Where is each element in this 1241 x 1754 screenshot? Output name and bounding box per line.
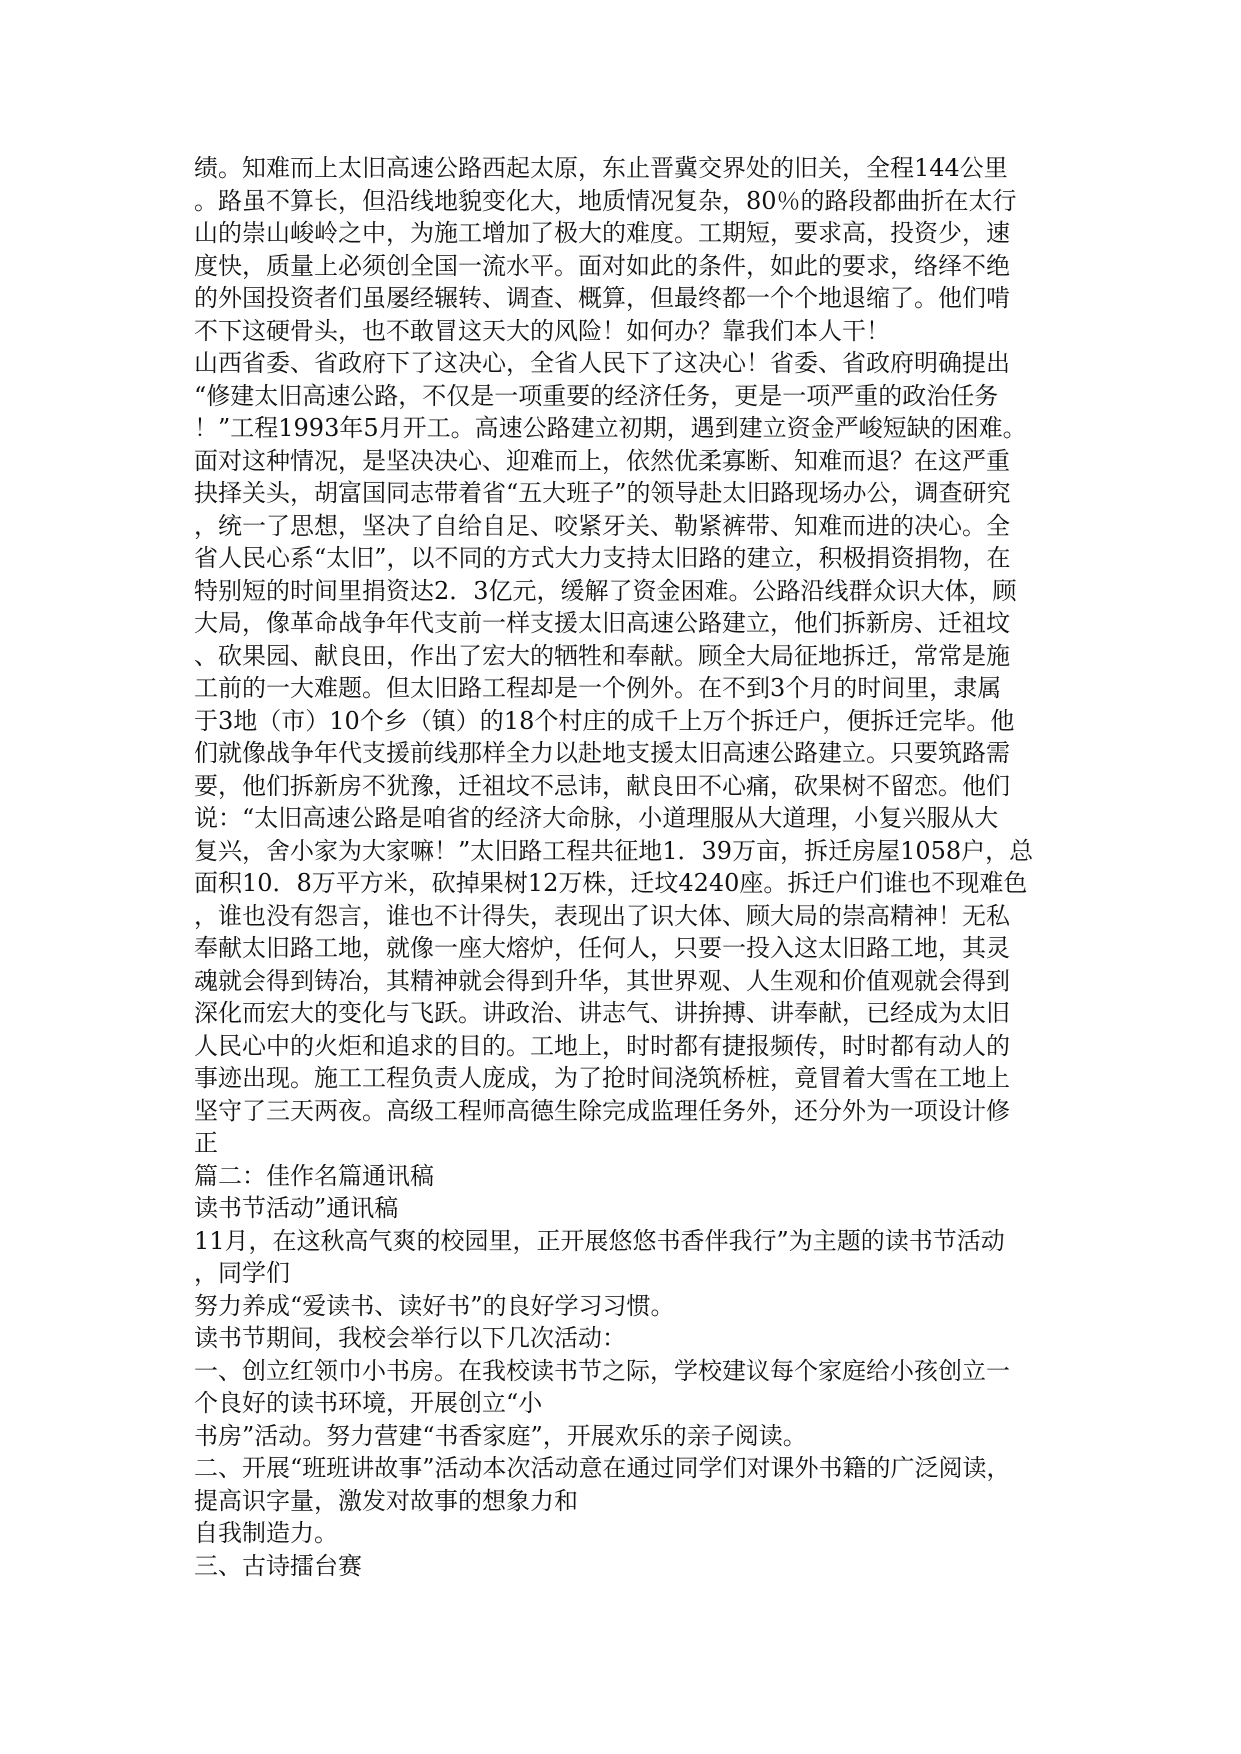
text-line: 要，他们拆新房不犹豫，迁祖坟不忌讳，献良田不心痛，砍果树不留恋。他们 — [194, 771, 1010, 800]
text-line: 度快，质量上必须创全国一流水平。面对如此的条件，如此的要求，络绎不绝 — [194, 251, 1010, 280]
text-line: 个良好的读书环境，开展创立“小 — [194, 1389, 543, 1417]
text-line: 事迹出现。施工工程负责人庞成，为了抢时间浇筑桥桩，竟冒着大雪在工地上 — [194, 1064, 1010, 1092]
text-line: 读书节期间，我校会举行以下几次活动： — [194, 1324, 626, 1352]
text-line: 工前的一大难题。但太旧路工程却是一个例外。在不到3个月的时间里，隶属 — [194, 674, 1002, 702]
text-line: 坚守了三天两夜。高级工程师高德生除完成监理任务外，还分外为一项设计修 — [194, 1096, 1010, 1125]
text-line: 于3地（市）10个乡（镇）的18个村庄的成千上万个拆迁户，便拆迁完毕。他 — [194, 706, 1015, 735]
list-item: 二、开展“班班讲故事”活动本次活动意在通过同学们对课外书籍的广泛阅读， — [194, 1454, 1011, 1482]
text-line: 省人民心系“太旧”，以不同的方式大力支持太旧路的建立，积极捐资捐物，在 — [194, 544, 1011, 572]
text-line: 魂就会得到铸冶，其精神就会得到升华，其世界观、人生观和价值观就会得到 — [194, 966, 1010, 995]
text-line: “修建太旧高速公路，不仅是一项重要的经济任务，更是一项严重的政治任务 — [194, 381, 999, 410]
text-line: 山的崇山峻岭之中，为施工增加了极大的难度。工期短，要求高，投资少，速 — [194, 219, 1010, 247]
list-item: 一、创立红领巾小书房。在我校读书节之际，学校建议每个家庭给小孩创立一 — [194, 1356, 1010, 1385]
text-line: 正 — [194, 1129, 218, 1157]
text-line: ，谁也没有怨言，谁也不计得失，表现出了识大体、顾大局的崇高精神！无私 — [194, 901, 1010, 930]
text-line: 面对这种情况，是坚决决心、迎难而上，依然优柔寡断、知难而退？在这严重 — [194, 446, 1010, 475]
text-line: 大局，像革命战争年代支前一样支援太旧高速公路建立，他们拆新房、迁祖坟 — [194, 609, 1010, 637]
article-title: 读书节活动”通讯稿 — [194, 1194, 399, 1222]
document-body — [194, 152, 1054, 1582]
text-line: 们就像战争年代支援前线那样全力以赴地支援太旧高速公路建立。只要筑路需 — [194, 739, 1010, 767]
text-line: 的外国投资者们虽屡经辗转、调查、概算，但最终都一个个地退缩了。他们啃 — [194, 284, 1010, 312]
text-line: 人民心中的火炬和追求的目的。工地上，时时都有捷报频传，时时都有动人的 — [194, 1031, 1010, 1060]
list-item: 三、古诗擂台赛 — [194, 1551, 362, 1580]
text-line: 说：“太旧高速公路是咱省的经济大命脉，小道理服从大道理，小复兴服从大 — [194, 804, 999, 832]
text-line: 11月，在这秋高气爽的校园里，正开展悠悠书香伴我行”为主题的读书节活动 — [194, 1226, 1005, 1255]
text-line: ！”工程1993年5月开工。高速公路建立初期，遇到建立资金严峻短缺的困难。 — [194, 414, 1027, 442]
text-line: 山西省委、省政府下了这决心，全省人民下了这决心！省委、省政府明确提出 — [194, 349, 1010, 377]
text-line: 抉择关头，胡富国同志带着省“五大班子”的领导赴太旧路现场办公，调查研究 — [194, 479, 1011, 507]
text-line: 不下这硬骨头，也不敢冒这天大的风险！如何办？靠我们本人干！ — [194, 316, 890, 345]
text-line: 特别短的时间里捐资达2．3亿元，缓解了资金困难。公路沿线群众识大体，顾 — [194, 576, 1017, 605]
text-line: 提高识字量，激发对故事的想象力和 — [194, 1486, 578, 1515]
text-line: 绩。知难而上太旧高速公路西起太原，东止晋冀交界处的旧关，全程144公里 — [194, 154, 1008, 182]
text-line: 努力养成“爱读书、读好书”的良好学习习惯。 — [194, 1291, 675, 1320]
text-line: 、砍果园、献良田，作出了宏大的牺牲和奉献。顾全大局征地拆迁，常常是施 — [194, 641, 1010, 670]
text-line: 自我制造力。 — [194, 1519, 338, 1547]
text-line: ，统一了思想，坚决了自给自足、咬紧牙关、勒紧裤带、知难而进的决心。全 — [194, 511, 1010, 540]
text-line: 书房”活动。努力营建“书香家庭”，开展欢乐的亲子阅读。 — [194, 1421, 807, 1450]
section-heading: 篇二：佳作名篇通讯稿 — [194, 1161, 434, 1190]
text-line: ，同学们 — [194, 1259, 290, 1287]
text-line: 复兴，舍小家为大家嘛！”太旧路工程共征地1．39万亩，拆迁房屋1058户，总 — [194, 836, 1034, 865]
text-line: 面积10．8万平方米，砍掉果树12万株，迁坟4240座。拆迁户们谁也不现难色 — [194, 869, 1028, 897]
text-line: 深化而宏大的变化与飞跃。讲政治、讲志气、讲拚搏、讲奉献，已经成为太旧 — [194, 999, 1010, 1027]
text-line: 。路虽不算长，但沿线地貌变化大，地质情况复杂，80％的路段都曲折在太行 — [194, 186, 1017, 215]
text-line: 奉献太旧路工地，就像一座大熔炉，任何人，只要一投入这太旧路工地，其灵 — [194, 934, 1010, 962]
